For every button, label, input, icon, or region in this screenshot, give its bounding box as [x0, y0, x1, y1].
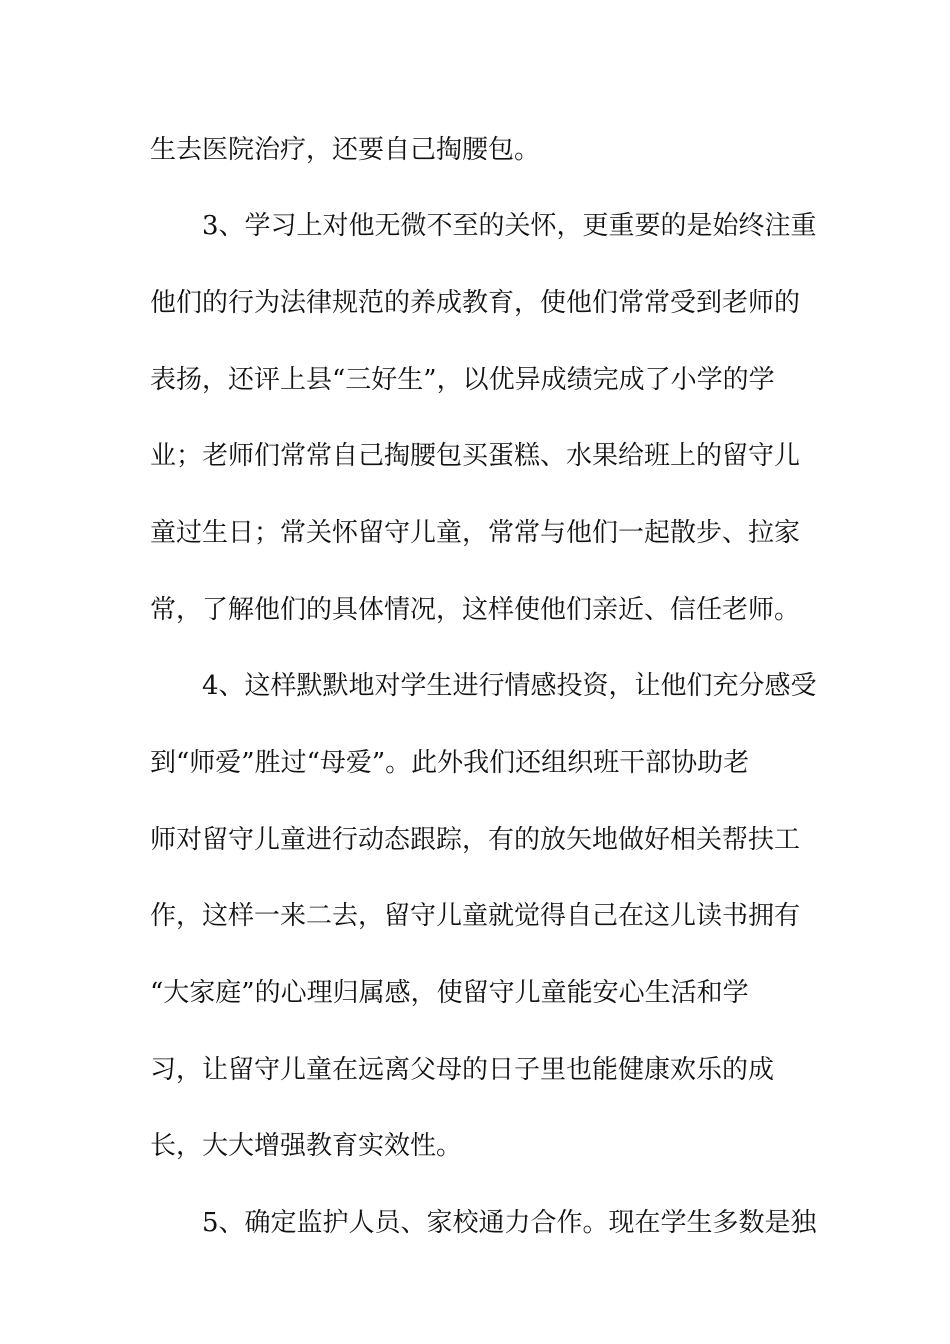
paragraph-4-line-7: 长，大大增强教育实效性。 — [150, 1131, 463, 1161]
paragraph-3-line-4: 业；老师们常常自己掏腰包买蛋糕、水果给班上的留守儿 — [150, 441, 801, 471]
paragraph-3-line-1: 3、学习上对他无微不至的关怀，更重要的是始终注重 — [202, 211, 817, 241]
paragraph-4-line-2: 到“师爱”胜过“母爱”。此外我们还组织班干部协助老 — [150, 748, 750, 778]
paragraph-3-line-6: 常，了解他们的具体情况，这样使他们亲近、信任老师。 — [150, 595, 801, 625]
paragraph-4-line-5: “大家庭”的心理归属感，使留守儿童能安心生活和学 — [150, 978, 749, 1008]
text-line-1: 生去医院治疗，还要自己掏腰包。 — [150, 135, 541, 165]
paragraph-3-line-5: 童过生日；常关怀留守儿童，常常与他们一起散步、拉家 — [150, 518, 801, 548]
paragraph-3-line-2: 他们的行为法律规范的养成教育，使他们常常受到老师的 — [150, 288, 801, 318]
paragraph-4-line-4: 作，这样一来二去，留守儿童就觉得自己在这儿读书拥有 — [150, 901, 801, 931]
paragraph-4-line-1: 4、这样默默地对学生进行情感投资，让他们充分感受 — [202, 671, 817, 701]
paragraph-4-line-6: 习，让留守儿童在远离父母的日子里也能健康欢乐的成 — [150, 1055, 775, 1085]
paragraph-5-line-1: 5、确定监护人员、家校通力合作。现在学生多数是独 — [202, 1208, 817, 1238]
paragraph-3-line-3: 表扬，还评上县“三好生”，以优异成绩完成了小学的学 — [150, 365, 775, 395]
paragraph-4-line-3: 师对留守儿童进行动态跟踪，有的放矢地做好相关帮扶工 — [150, 825, 801, 855]
